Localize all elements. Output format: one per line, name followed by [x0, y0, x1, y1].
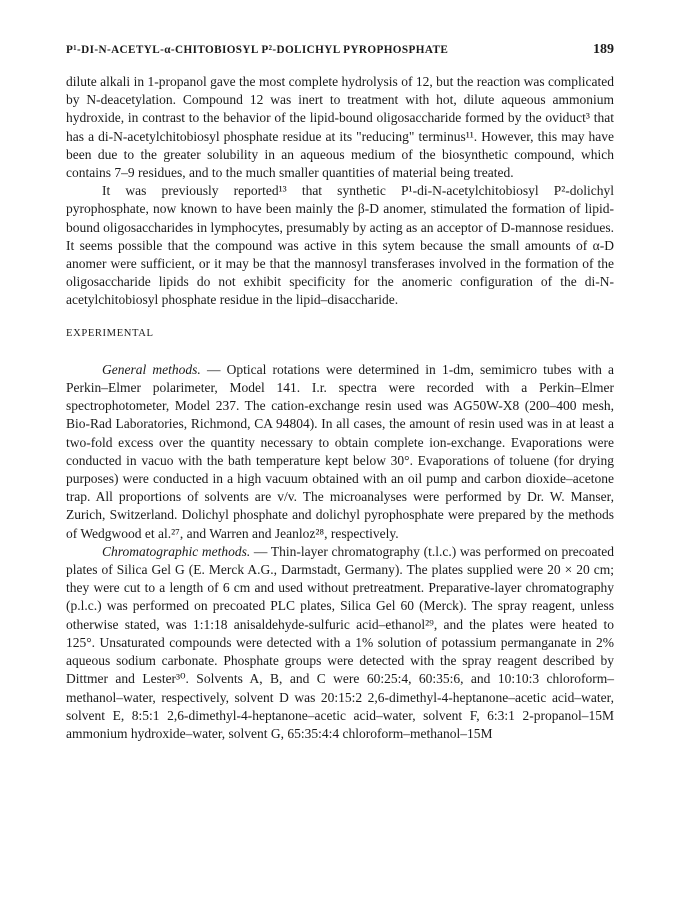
page-number: 189	[593, 42, 614, 57]
chromatographic-methods-text: — Thin-layer chromatography (t.l.c.) was performed on precoated plates of Silica Gel G (E. Merck A.G., Darmstadt, Germany). The plates supplied were 20 × 20 cm; they were cut to a length of 6 cm and used without pretreatment. Preparative-layer chromatography (p.l.c.) was performed on precoated PLC plates, Silica Gel 60 (Merck). The spray reagent, unless otherwise stated, was 1:1:18 anisaldehyde-sulfuric acid–ethanol²⁹, and the plates were heated to 125°. Unsaturated compounds were detected with a 1% solution of potassium permanganate in 2% aqueous sodium carbonate. Phosphate groups were detected with the spray reagent described by Dittmer and Lester³⁰. Solvents A, B, and C were 60:25:4, 60:35:6, and 10:10:3 chloroform–methanol–water, respectively, solvent D was 20:15:2 2,6-dimethyl-4-heptanone–acetic acid–water, solvent E, 8:5:1 2,6-dimethyl-4-heptanone–acetic acid–water, solvent F, 6:3:1 2-propanol–15M ammonium hydroxide–water, solvent G, 65:35:4:4 chloroform–methanol–15M	[66, 543, 614, 741]
paragraph-hydrolysis: dilute alkali in 1-propanol gave the most complete hydrolysis of 12, but the reaction was complicated by N-deacetylation. Compound 12 was inert to treatment with hot, dilute aqueous ammonium hydroxide, in contrast to the behavior of the lipid-bound oligosaccharide formed by the oviduct³ that has a di-N-acetylchitobiosyl phosphate residue at its "reducing" terminus¹¹. However, this may have been due to the greater solubility in an aqueous medium of the biosynthetic compound, which contains 7–9 residues, and to the much smaller quantities of material being treated.	[66, 74, 614, 181]
running-head-title-text: P¹-DI-N-ACETYL-α-CHITOBIOSYL P²-DOLICHYL PYROPHOSPHATE	[66, 44, 449, 56]
section-heading-experimental: EXPERIMENTAL	[66, 327, 154, 339]
general-methods-heading: General methods.	[102, 361, 201, 377]
paragraph-general-methods	[66, 361, 614, 543]
body-text	[66, 73, 614, 743]
running-head	[66, 44, 614, 64]
general-methods-text: — Optical rotations were determined in 1-dm, semimicro tubes with a Perkin–Elmer polarimeter, Model 141. I.r. spectra were recorded with a Perkin–Elmer spectrophotometer, Model 237. The cation-exchange resin used was AG50W-X8 (200–400 mesh, Bio-Rad Laboratories, Richmond, CA 94804). In all cases, the amount of resin used was in at least a two-fold excess over the quantity necessary to obtain complete ion-exchange. Evaporations were conducted in vacuo with the bath temperature kept below 30°. Evaporations of toluene (for drying purposes) were conducted in a high vacuum obtained with an oil pump and carbon dioxide–acetone trap. All proportions of solvents are v/v. The microanalyses were performed by Dr. W. Manser, Zurich, Switzerland. Dolichyl phosphate and dolichyl pyrophosphate were prepared by the methods of Wedgwood et al.²⁷, and Warren and Jeanloz²⁸, respectively.	[66, 361, 615, 541]
running-head-title	[66, 44, 448, 56]
paragraph-chromatographic-methods	[66, 543, 614, 743]
paragraph-previous-report: It was previously reported¹³ that synthetic P¹-di-N-acetylchitobiosyl P²-dolichyl pyrophosphate, now known to have been mainly the β-D anomer, stimulated the formation of lipid-bound oligosaccharides in lymphocytes, presumably by acting as an acceptor of D-mannose residues. It seems possible that the compound was active in this sytem because the small amounts of α-D anomer were sufficient, or it may be that the mannosyl transferases involved in the formation of the oligosaccharide lipids do not exhibit specificity for the anomeric configuration of the di-N-acetylchitobiosyl phosphate residue in the lipid–disaccharide.	[66, 183, 614, 308]
chromatographic-methods-heading: Chromatographic methods.	[102, 543, 251, 559]
